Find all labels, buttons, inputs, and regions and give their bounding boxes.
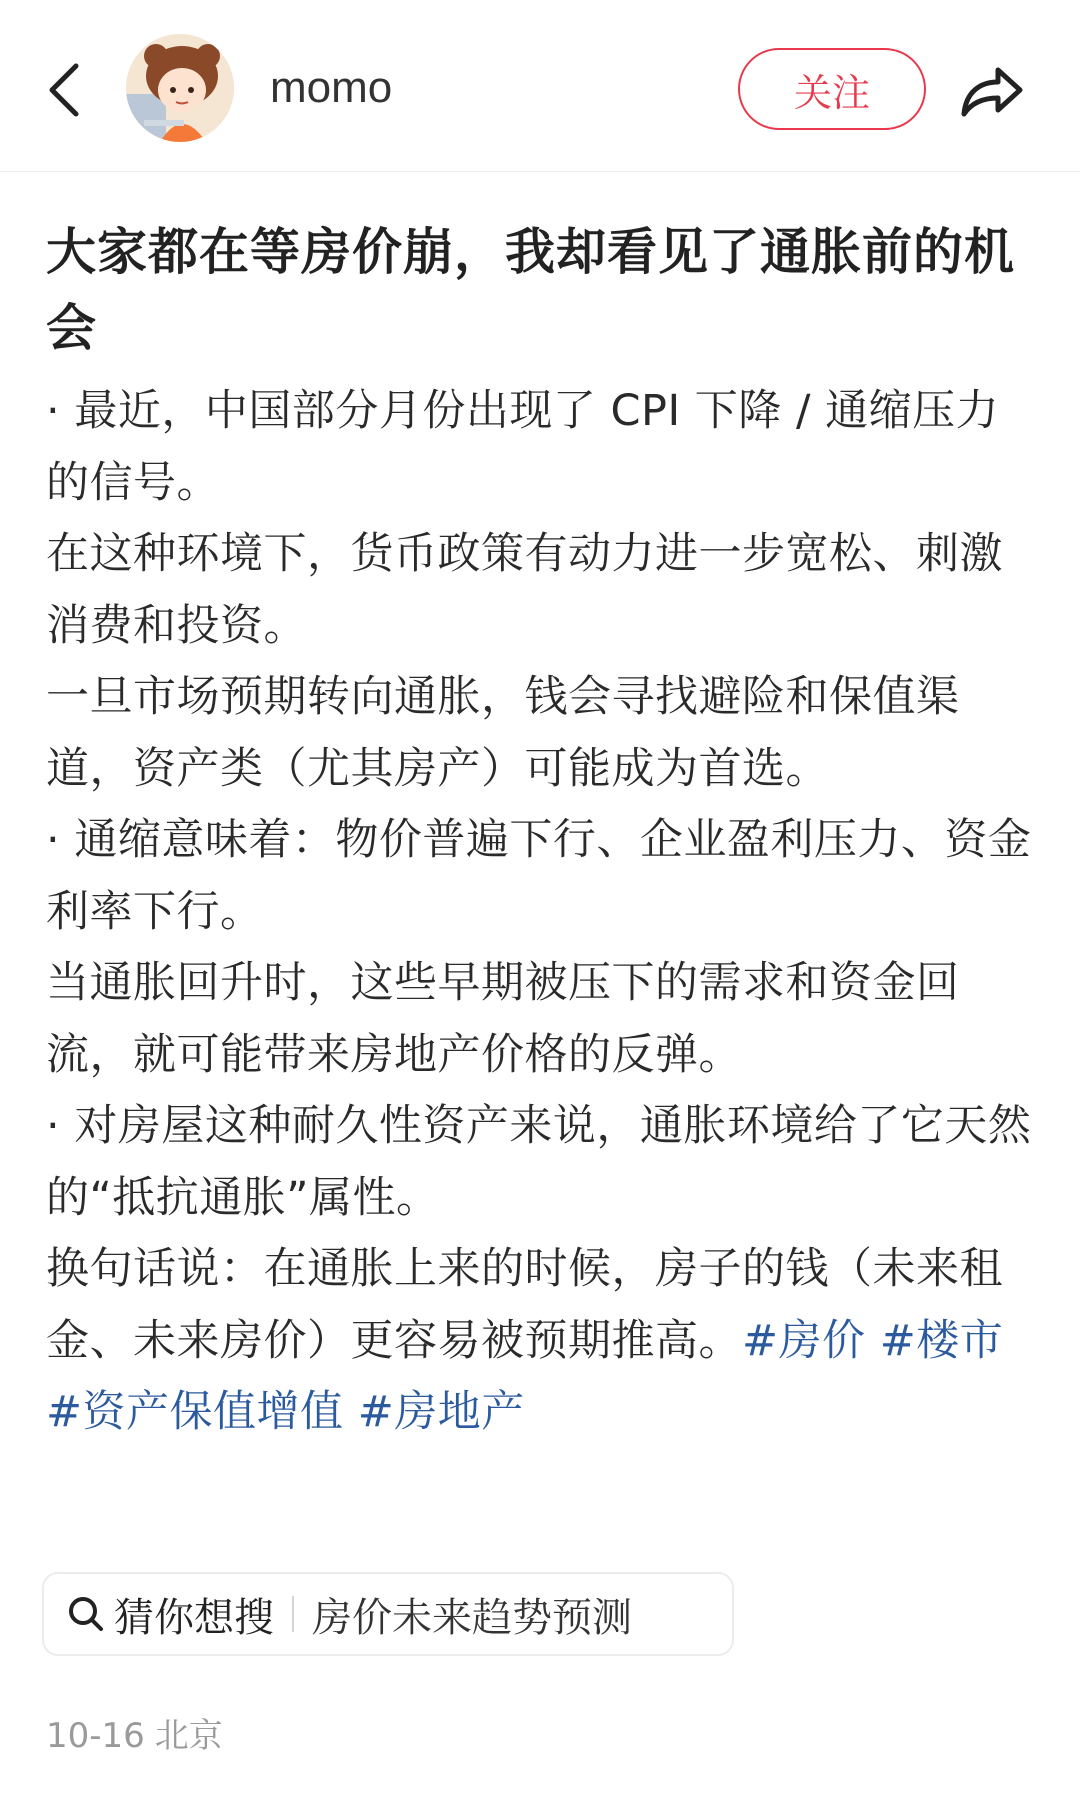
hashtag-link[interactable]: #房价 xyxy=(742,1315,866,1366)
chevron-left-icon xyxy=(44,60,84,120)
post-title: 大家都在等房价崩，我却看见了通胀前的机会 xyxy=(46,223,1015,357)
post-paragraph: · 对房屋这种耐久性资产来说，通胀环境给了它天然的“抵抗通胀”属性。 xyxy=(46,1101,1032,1223)
post-date: 10-16 xyxy=(46,1716,145,1756)
post-paragraph: 当通胀回升时，这些早期被压下的需求和资金回流，就可能带来房地产价格的反弹。 xyxy=(46,958,960,1080)
share-arrow-icon xyxy=(958,62,1026,122)
back-button[interactable] xyxy=(34,50,94,130)
hashtag-link[interactable]: #房地产 xyxy=(357,1387,525,1437)
post-content xyxy=(46,214,1036,1449)
post-paragraph: 在这种环境下，货币政策有动力进一步宽松、刺激消费和投资。 xyxy=(46,529,1003,651)
hashtag-link[interactable]: #资产保值增值 xyxy=(46,1387,344,1437)
search-suggestion-pill[interactable] xyxy=(42,1572,734,1656)
post-meta xyxy=(46,1708,233,1757)
post-paragraph: 一旦市场预期转向通胀，钱会寻找避险和保值渠道，资产类（尤其房产）可能成为首选。 xyxy=(46,672,960,794)
follow-button[interactable]: 关注 xyxy=(738,48,926,130)
post-paragraph: · 通缩意味着：物价普遍下行、企业盈利压力、资金利率下行。 xyxy=(46,815,1032,937)
search-suggestion-label: 猜你想搜 xyxy=(114,1594,274,1641)
post-body xyxy=(46,376,1036,1449)
avatar[interactable] xyxy=(126,34,234,142)
post-location: 北京 xyxy=(154,1716,223,1756)
divider xyxy=(292,1596,294,1632)
post-paragraph-last xyxy=(46,1234,1036,1449)
top-bar xyxy=(0,0,1080,172)
search-suggestion-query: 房价未来趋势预测 xyxy=(312,1594,632,1641)
post-paragraph: · 最近，中国部分月份出现了 CPI 下降 / 通缩压力 的信号。 xyxy=(46,386,1000,508)
username[interactable]: momo xyxy=(270,63,393,112)
post-paragraph-text: 换句话说：在通胀上来的时候，房子的钱（未来租金、未来房价）更容易被预期推高。 xyxy=(46,1244,1003,1366)
search-icon xyxy=(66,1594,106,1634)
hashtag-link[interactable]: #楼市 xyxy=(879,1315,1004,1366)
avatar-illustration xyxy=(126,34,234,142)
share-button[interactable] xyxy=(952,52,1032,132)
